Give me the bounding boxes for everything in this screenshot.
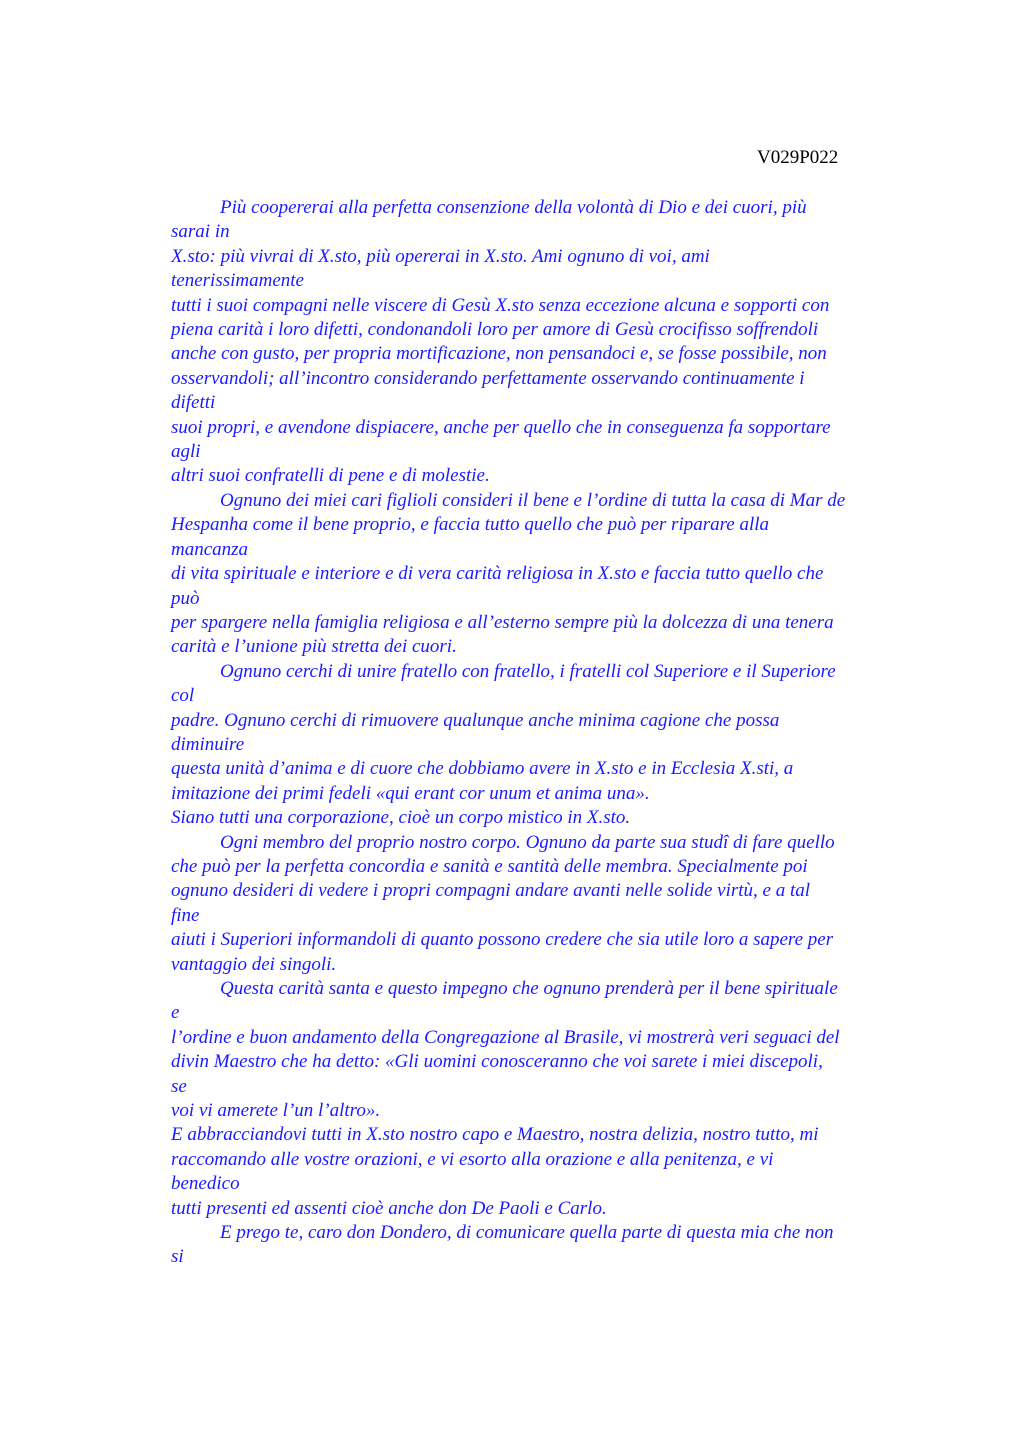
text-line: X.sto: più vivrai di X.sto, più opererai in X.sto. Ami ognuno di voi, ami [171, 245, 710, 267]
text-line: tutti presenti ed assenti cioè anche don De Paoli e Carlo. [171, 1197, 607, 1219]
text-line: piena carità i loro difetti, condonandoli loro per amore di Gesù crocifisso soffrendoli [171, 319, 819, 341]
text-line: Ognuno cerchi di unire fratello con fratello, i fratelli col Superiore e il Superiore [220, 660, 836, 682]
text-line: tutti i suoi compagni nelle viscere di Gesù X.sto senza eccezione alcuna e sopporti con [171, 294, 830, 316]
text-line: Hespanha come il bene proprio, e faccia tutto quello che può per riparare alla [171, 514, 770, 536]
text-line: col [171, 685, 195, 707]
text-line: questa unità d’anima e di cuore che dobbiamo avere in X.sto e in Ecclesia X.sti, a [171, 758, 794, 780]
text-line: per spargere nella famiglia religiosa e all’esterno sempre più la dolcezza di una tenera [171, 611, 834, 633]
text-line: che può per la perfetta concordia e sanità e santità delle membra. Specialmente poi [171, 855, 808, 877]
text-line: Siano tutti una corporazione, cioè un corpo mistico in X.sto. [171, 807, 631, 829]
text-line: E prego te, caro don Dondero, di comunicare quella parte di questa mia che non [220, 1222, 834, 1244]
text-line: imitazione dei primi fedeli «qui erant cor unum et anima una». [171, 782, 650, 804]
text-line: l’ordine e buon andamento della Congregazione al Brasile, vi mostrerà veri seguaci del [171, 1026, 840, 1048]
text-line: Questa carità santa e questo impegno che ognuno prenderà per il bene spirituale [220, 978, 838, 999]
text-line: fine [171, 904, 200, 926]
text-line: raccomando alle vostre orazioni, e vi esorto alla orazione e alla penitenza, e vi [171, 1148, 774, 1170]
text-line: Ognuno dei miei cari figlioli consideri il bene e l’ordine di tutta la casa di Mar de [220, 489, 846, 511]
text-line: aiuti i Superiori informandoli di quanto possono credere che sia utile loro a sapere per [171, 929, 834, 951]
text-line: benedico [171, 1173, 240, 1195]
text-line: divin Maestro che ha detto: «Gli uomini conosceranno che voi sarete i miei discepoli, [171, 1051, 823, 1073]
text-line: si [171, 1246, 184, 1268]
text-line: agli [171, 441, 201, 463]
text-line: tenerissimamente [171, 270, 304, 292]
text-line: di vita spirituale e interiore e di vera carità religiosa in X.sto e faccia tutto quello che [171, 563, 824, 585]
text-line: e [171, 1002, 180, 1024]
page-reference: V029P022 [757, 147, 839, 168]
text-line: suoi propri, e avendone dispiacere, anche per quello che in conseguenza fa sopportare [171, 416, 831, 438]
text-line: Ogni membro del proprio nostro corpo. Ognuno da parte sua studî di fare quello [220, 831, 835, 853]
text-line: sarai in [171, 221, 230, 243]
text-line: diminuire [171, 733, 245, 755]
text-line: E abbracciandovi tutti in X.sto nostro capo e Maestro, nostra delizia, nostro tutto, mi [171, 1124, 819, 1146]
letter-body [171, 196, 911, 1270]
text-line: carità e l’unione più stretta dei cuori. [171, 636, 457, 658]
text-line: anche con gusto, per propria mortificazione, non pensandoci e, se fosse possibile, non [171, 343, 827, 365]
text-line: padre. Ognuno cerchi di rimuovere qualunque anche minima cagione che possa [171, 709, 780, 731]
text-line: ognuno desideri di vedere i propri compagni andare avanti nelle solide virtù, e a tal [171, 880, 811, 902]
text-line: può [171, 587, 200, 609]
text-line: osservandoli; all’incontro considerando perfettamente osservando continuamente i [171, 367, 805, 389]
text-line: mancanza [171, 538, 249, 560]
text-line: vantaggio dei singoli. [171, 953, 337, 975]
text-line: Più coopererai alla perfetta consenzione della volontà di Dio e dei cuori, più [220, 197, 807, 218]
text-line: difetti [171, 392, 216, 414]
text-line: se [171, 1075, 187, 1097]
text-line: altri suoi confratelli di pene e di molestie. [171, 465, 490, 487]
text-line: voi vi amerete l’un l’altro». [171, 1100, 381, 1122]
